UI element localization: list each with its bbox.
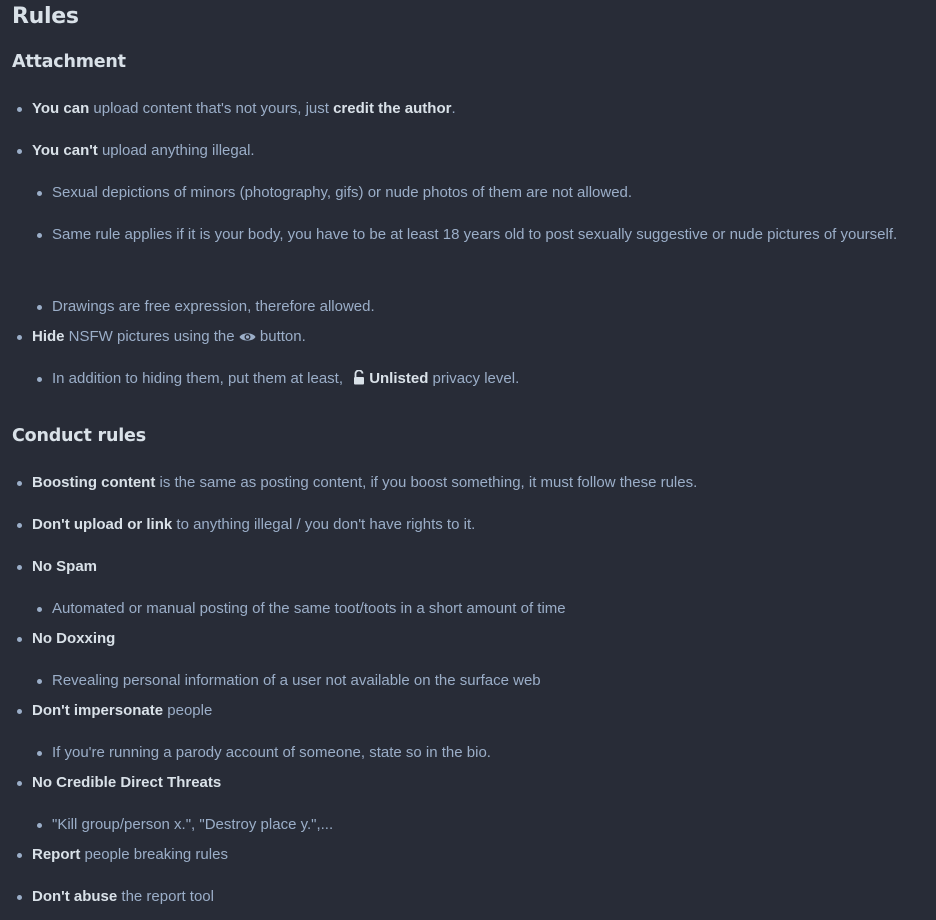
list-item: You can't upload anything illegal. <box>32 136 255 166</box>
list-item: Revealing personal information of a user not available on the surface web <box>52 666 541 696</box>
list-item: No Spam <box>32 552 97 582</box>
list-item: If you're running a parody account of someone, state so in the bio. <box>52 738 491 768</box>
list-item: Same rule applies if it is your body, you have to be at least 18 years old to post sexually suggestive or nude pictures of yourself. <box>52 220 912 250</box>
attachment-heading: Attachment <box>12 52 126 72</box>
conduct-heading: Conduct rules <box>12 426 146 446</box>
list-item: No Credible Direct Threats <box>32 768 221 798</box>
list-item: Report people breaking rules <box>32 840 228 870</box>
list-item: Drawings are free expression, therefore allowed. <box>52 292 375 322</box>
eye-icon <box>239 324 256 354</box>
unlock-icon <box>353 366 365 396</box>
list-item: Hide NSFW pictures using the button. <box>32 322 306 354</box>
list-item: Boosting content is the same as posting content, if you boost something, it must follow these rules. <box>32 468 697 498</box>
page-title: Rules <box>12 4 79 29</box>
list-item: Don't impersonate people <box>32 696 212 726</box>
list-item: Sexual depictions of minors (photography, gifs) or nude photos of them are not allowed. <box>52 178 632 208</box>
list-item: In addition to hiding them, put them at least, Unlisted privacy level. <box>52 364 519 396</box>
list-item: "Kill group/person x.", "Destroy place y.",... <box>52 810 333 840</box>
list-item: Don't abuse the report tool <box>32 882 214 912</box>
list-item: No Doxxing <box>32 624 115 654</box>
list-item: Don't upload or link to anything illegal / you don't have rights to it. <box>32 510 475 540</box>
list-item: Automated or manual posting of the same toot/toots in a short amount of time <box>52 594 566 624</box>
list-item: You can upload content that's not yours, just credit the author. <box>32 94 456 124</box>
